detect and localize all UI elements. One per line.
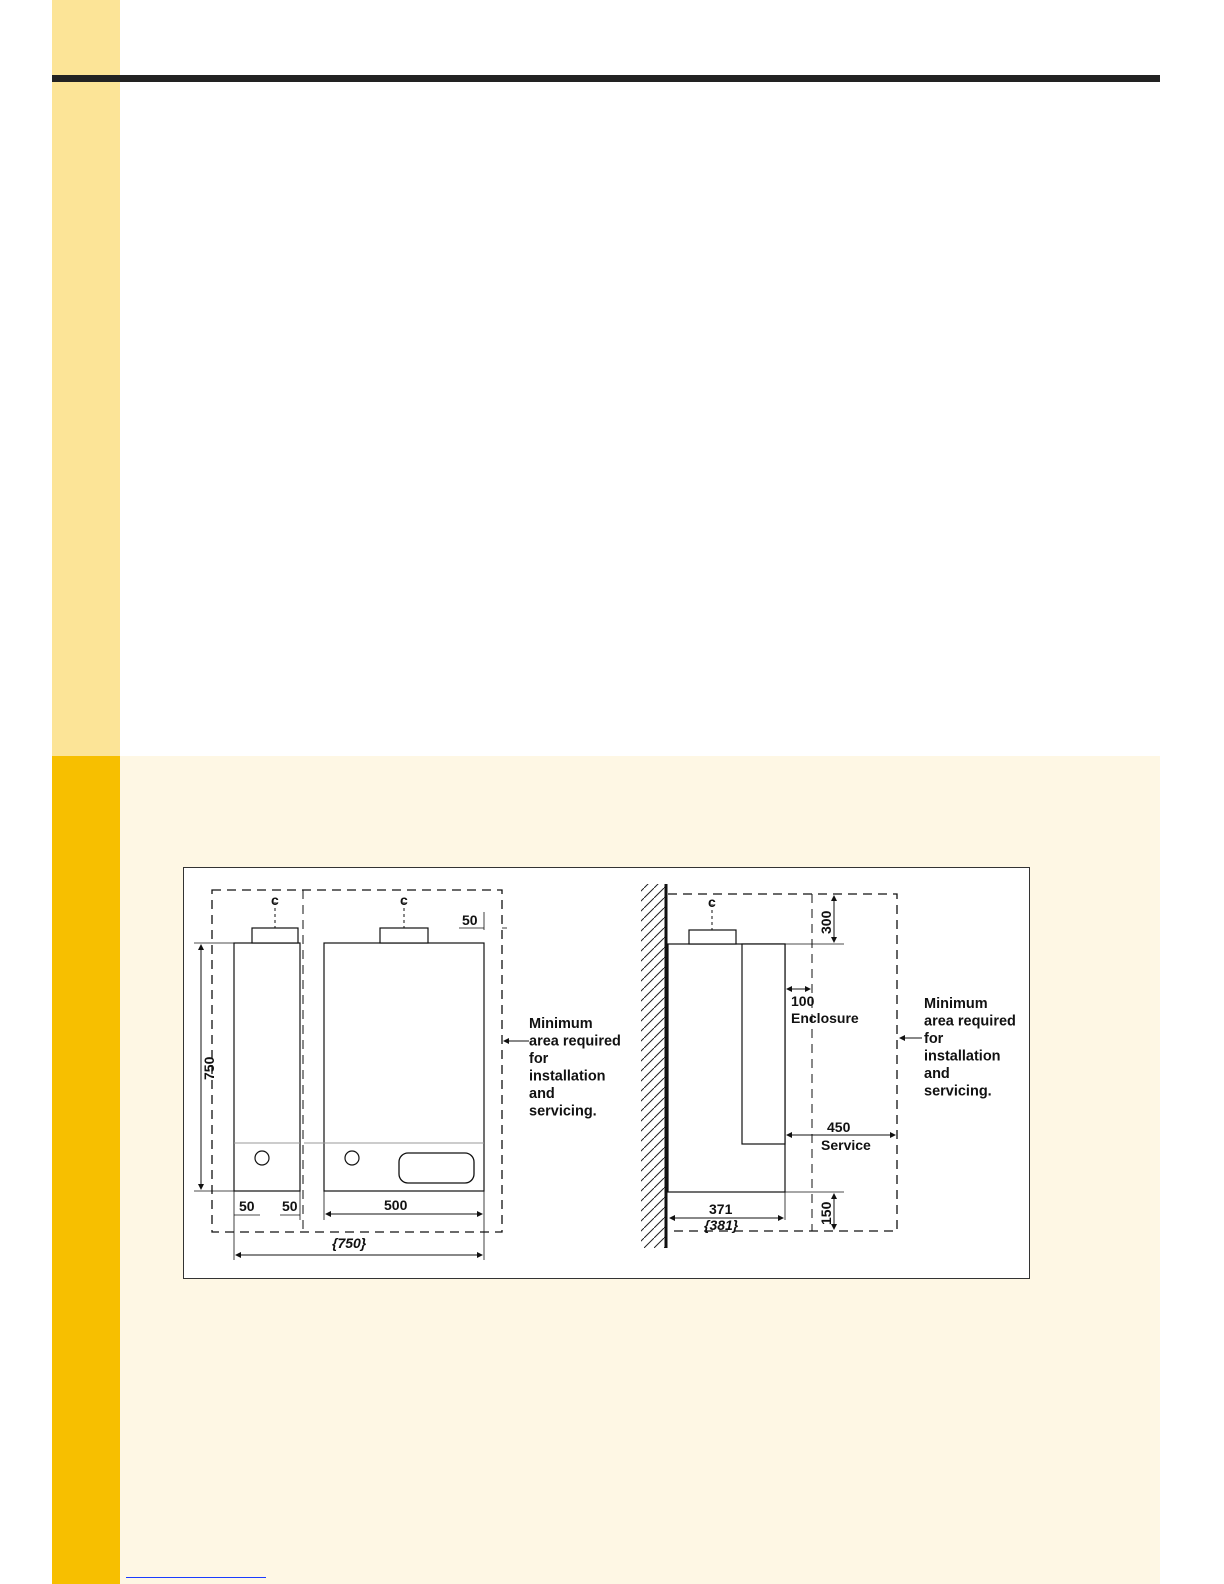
margin-strip-bottom — [52, 756, 120, 1584]
side-dim-enclosure-value: 100 — [791, 993, 815, 1009]
side-view — [641, 884, 1020, 1248]
front-dim-mid-gap: 50 — [282, 1198, 298, 1214]
side-dim-top: 300 — [818, 910, 834, 934]
side-flue-collar — [252, 928, 298, 943]
front-centerline-mark-b: c — [400, 892, 408, 908]
side-dim-depth-total: {381} — [704, 1217, 739, 1233]
front-flue-collar — [380, 928, 428, 943]
side-note: Minimum area required for installation and servicing. — [924, 996, 1016, 1100]
footer-link-underline[interactable] — [126, 1577, 266, 1578]
front-dim-left-gap: 50 — [239, 1198, 255, 1214]
side-dim-enclosure-label: Enclosure — [791, 1010, 859, 1026]
side-dim-depth: 371 — [709, 1201, 733, 1217]
front-dim-width: 500 — [384, 1197, 408, 1213]
front-dim-top-right: 50 — [462, 912, 478, 928]
side-dim-service-label: Service — [821, 1137, 871, 1153]
margin-strip-top — [52, 0, 120, 756]
side-centerline-mark: c — [708, 894, 716, 910]
side-front-casing — [742, 944, 785, 1144]
front-centerline-mark-a: c — [271, 892, 279, 908]
front-dim-total: {750} — [332, 1235, 367, 1251]
header-rule — [52, 75, 1160, 82]
wall-hatching — [641, 884, 665, 1248]
side-dim-service-value: 450 — [827, 1119, 851, 1135]
front-note: Minimum area required for installation and servicing. — [529, 1016, 621, 1120]
front-dim-height: 750 — [201, 1056, 217, 1080]
front-view — [194, 890, 625, 1260]
side-flue-collar-right — [689, 930, 736, 944]
clearance-diagram — [183, 867, 1030, 1279]
side-dim-bottom: 150 — [818, 1201, 834, 1225]
